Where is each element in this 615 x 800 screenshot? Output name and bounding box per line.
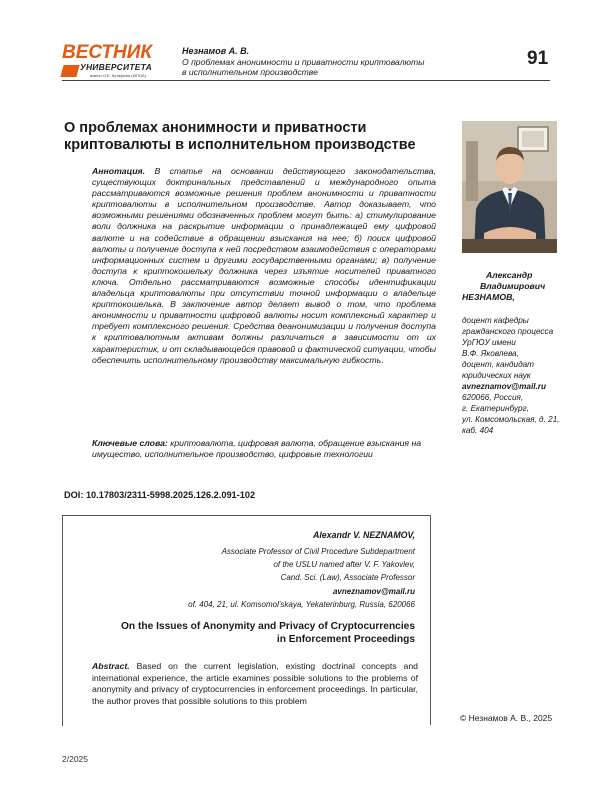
article-title-line: О проблемах анонимности и приватности	[64, 120, 367, 136]
header-rule	[62, 80, 550, 81]
logo-main-text: ВЕСТНИК	[62, 42, 153, 63]
author-name-en: Alexandr V. NEZNAMOV,	[312, 530, 415, 540]
abstract	[92, 166, 436, 366]
copyright: © Незнамов А. В., 2025	[460, 713, 553, 723]
author-photo	[462, 121, 557, 253]
author-patronymic: Владимирович	[480, 281, 546, 291]
article-title	[64, 120, 444, 154]
abstract-label: Аннотация.	[92, 166, 146, 176]
author-info-line: УрГЮУ имени	[462, 338, 516, 347]
article-title-en	[80, 620, 415, 646]
header-title-line: в исполнительном производстве	[182, 67, 318, 77]
keywords-text: криптовалюта, цифровая валюта, обращение взыскания на имущество, исполнительное производство, цифровые технологии	[92, 438, 422, 460]
header-title-line: О проблемах анонимности и приватности криптовалюты	[182, 57, 425, 67]
author-info-en-line: of the USLU named after V. F. Yakovlev,	[273, 560, 415, 570]
abstract-en-text: Based on the current legislation, existing doctrinal concepts and international experience, the article examines possible solutions to the problems of anonymity and privacy of cryptocurrencies in enforcement proceedings. In particular, the author proves that possible solutions to this problem	[92, 661, 418, 706]
author-info-en-line: Associate Professor of Civil Procedure Subdepartment	[221, 547, 415, 556]
logo-sub-text: УНИВЕРСИТЕТА	[80, 62, 153, 72]
author-address-line: каб. 404	[462, 426, 494, 435]
journal-logo	[62, 43, 164, 83]
author-info-ru	[462, 315, 562, 436]
keywords-label: Ключевые слова:	[92, 438, 168, 448]
author-address-line: ул. Комсомольская, д. 21,	[462, 415, 560, 424]
footer-issue: 2/2025	[62, 754, 88, 764]
english-block-frame-right	[430, 515, 431, 725]
abstract-text: В статье на основании действующего законодательства, существующих доктринальных представлений и международного опыта рассматриваются возможные решения проблем анонимности и приватности криптовалюты в исполнительном производстве. Автор доказывает, что возможными решениями обозначенных проблем могут быть: а) стимулирование воли должника на раскрытие информации о принадлежащей ему цифровой валюте и на содействие в обращении взыскания на нее; б) поиск цифровой валюты и получение доступа к ней посредством взаимодействия с операторами информационных систем и другими государственными органами; в) получение доступа к криптокошельку должника через изъятие носителей приватного ключа. Отдельно рассматриваются возможные способы идентификации владельца криптовалюты при отсутствии точной информации о владельце криптокошелька. В заключение автор делает вывод о том, что проблема анонимности и приватности цифровой валюты носит комплексный характер и требует комплексного решения. Средства деанонимизации и получения доступа к криптовалютным активам должны различаться в зависимости от их характеристик, и от складывающейся правовой и фактической ситуации, чтобы обеспечить исполнительному производству максимальную гибкость.	[92, 166, 436, 365]
logo-tiny-text: имени О.Е. Кутафина (МГЮА)	[90, 73, 147, 78]
keywords	[92, 438, 436, 460]
author-last-name: НЕЗНАМОВ,	[462, 292, 515, 302]
author-email-en[interactable]: avneznamov@mail.ru	[332, 586, 415, 596]
author-name-ru	[462, 270, 562, 303]
author-address-line: 620066, Россия,	[462, 393, 524, 402]
author-info-en	[80, 545, 415, 611]
author-info-line: юридических наук	[462, 371, 531, 380]
author-info-line: доцент, кандидат	[462, 360, 535, 369]
author-info-en-line: Cand. Sci. (Law), Associate Professor	[280, 573, 415, 583]
author-first-name: Александр	[486, 270, 533, 280]
article-title-en-line: On the Issues of Anonymity and Privacy of Cryptocurrencies	[120, 621, 415, 632]
author-address-en: of. 404, 21, ul. Komsomol'skaya, Yekaterinburg, Russia, 620066	[188, 599, 415, 609]
author-info-line: гражданского процесса	[462, 327, 554, 336]
header-title	[182, 57, 472, 77]
logo-stripe	[60, 65, 79, 77]
author-info-line: доцент кафедры	[462, 316, 529, 325]
abstract-en-label: Abstract.	[92, 661, 130, 671]
article-title-line: криптовалюты в исполнительном производстве	[64, 137, 416, 153]
page-number: 91	[527, 48, 549, 69]
author-address-line: г. Екатеринбург,	[462, 404, 529, 413]
author-email-ru[interactable]: avneznamov@mail.ru	[462, 382, 546, 391]
doi[interactable]: DOI: 10.17803/2311-5998.2025.126.2.091-102	[64, 490, 256, 500]
author-info-line: В.Ф. Яковлева,	[462, 349, 519, 358]
author-photo-image	[462, 121, 557, 253]
abstract-en	[92, 661, 418, 707]
header-author: Незнамов А. В.	[182, 46, 250, 56]
article-title-en-line: in Enforcement Proceedings	[276, 634, 415, 645]
